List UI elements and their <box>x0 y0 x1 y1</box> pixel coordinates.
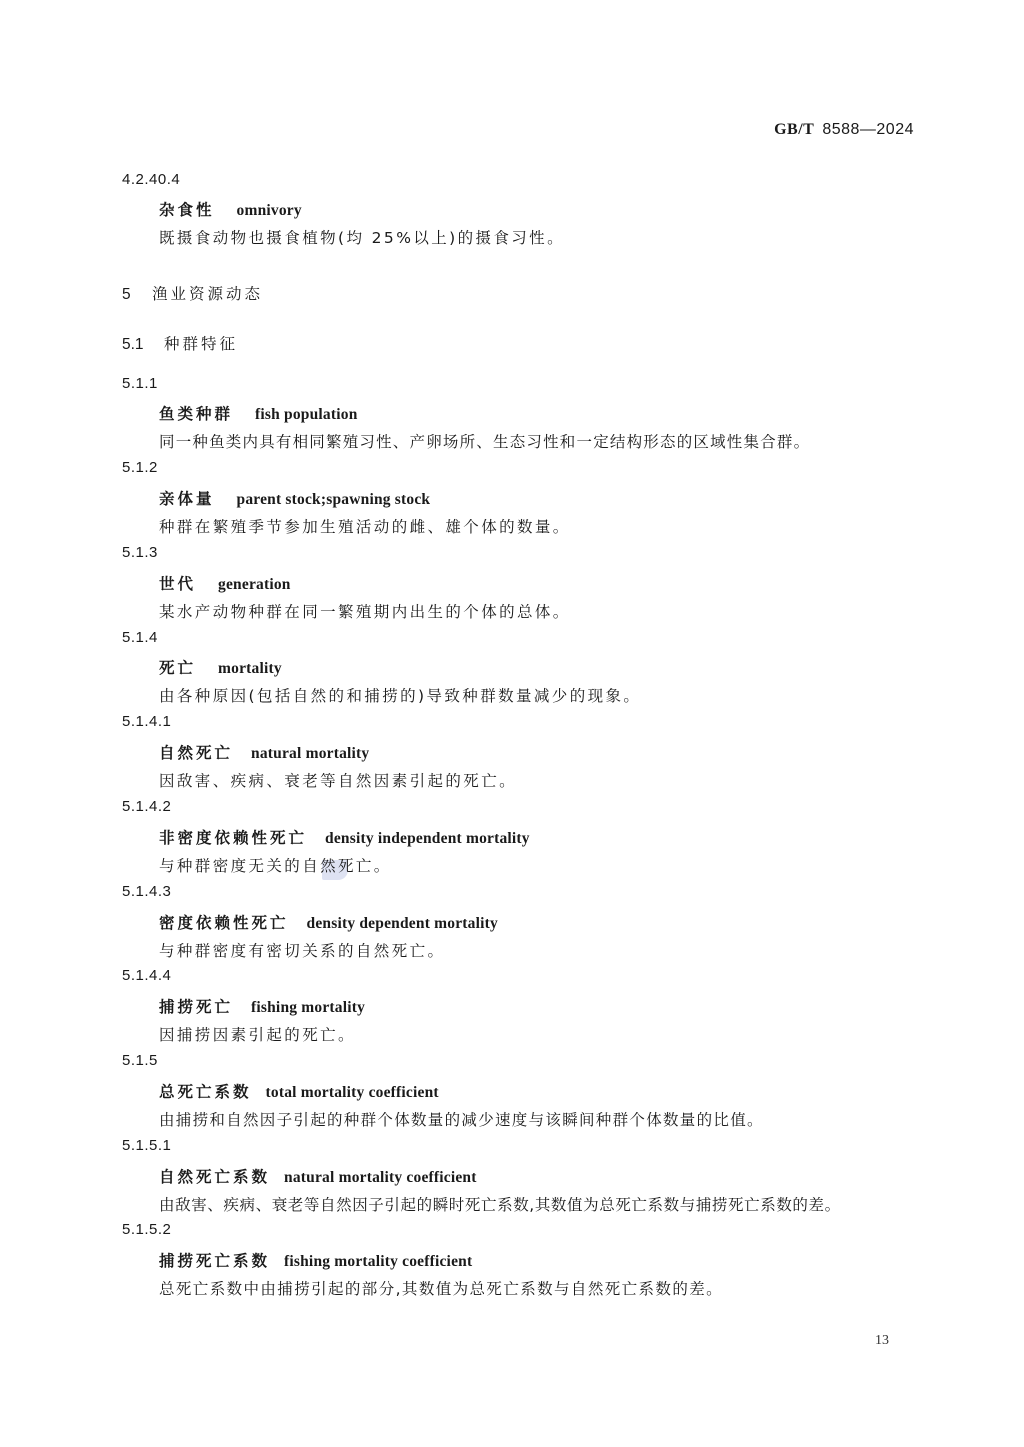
term-en: total mortality coefficient <box>265 1084 439 1101</box>
definition: 同一种鱼类内具有相同繁殖习性、产卵场所、生态习性和一定结构形态的区域性集合群。 <box>159 433 811 451</box>
term <box>159 656 282 678</box>
standard-code <box>774 121 914 139</box>
term <box>159 911 498 933</box>
definition: 与种群密度无关的自然死亡。 <box>159 857 392 875</box>
term-zh: 非密度依赖性死亡 <box>159 829 308 847</box>
definition: 由敌害、疾病、衰老等自然因子引起的瞬时死亡系数,其数值为总死亡系数与捕捞死亡系数的差。 <box>159 1196 841 1214</box>
clause-number: 5.1.4.2 <box>122 798 172 815</box>
term <box>159 1165 477 1187</box>
term-zh: 亲体量 <box>159 490 215 508</box>
section-number: 5 <box>122 286 131 303</box>
definition: 总死亡系数中由捕捞引起的部分,其数值为总死亡系数与自然死亡系数的差。 <box>159 1280 724 1298</box>
clause-number: 5.1.5.1 <box>122 1137 172 1154</box>
clause-number: 5.1.5 <box>122 1052 158 1069</box>
clause-number: 5.1.4 <box>122 629 158 646</box>
term-zh: 捕捞死亡 <box>159 998 234 1016</box>
term-en: density independent mortality <box>325 830 530 847</box>
clause-number: 5.1.2 <box>122 459 158 476</box>
term-zh: 捕捞死亡系数 <box>159 1252 271 1270</box>
definition: 因捕捞因素引起的死亡。 <box>159 1026 356 1044</box>
term-zh: 总死亡系数 <box>159 1083 252 1101</box>
section-heading <box>122 282 263 304</box>
definition: 由各种原因(包括自然的和捕捞的)导致种群数量减少的现象。 <box>159 687 642 705</box>
term-en: mortality <box>218 660 282 677</box>
subsection-number: 5.1 <box>122 336 144 353</box>
definition: 种群在繁殖季节参加生殖活动的雌、雄个体的数量。 <box>159 518 571 536</box>
term-en: fishing mortality coefficient <box>284 1253 473 1270</box>
term <box>159 402 358 424</box>
term-en: omnivory <box>236 202 302 219</box>
term <box>159 995 365 1017</box>
term-en: natural mortality <box>251 745 370 762</box>
term <box>159 1080 439 1102</box>
term <box>159 198 302 220</box>
term-en: fishing mortality <box>251 999 366 1016</box>
term <box>159 572 291 594</box>
term-zh: 死亡 <box>159 659 197 677</box>
standard-number: 8588—2024 <box>822 121 914 138</box>
term-en: generation <box>218 576 291 593</box>
term-zh: 自然死亡系数 <box>159 1168 271 1186</box>
subsection-title: 种群特征 <box>164 335 239 353</box>
subsection-heading <box>122 332 238 354</box>
term <box>159 1249 472 1271</box>
term-en: natural mortality coefficient <box>284 1169 477 1186</box>
term-en: fish population <box>255 406 358 423</box>
section-title: 渔业资源动态 <box>152 285 264 303</box>
clause-number: 5.1.4.3 <box>122 883 172 900</box>
term <box>159 826 530 848</box>
term <box>159 487 430 509</box>
clause-number: 5.1.4.1 <box>122 713 172 730</box>
term-zh: 自然死亡 <box>159 744 234 762</box>
definition: 由捕捞和自然因子引起的种群个体数量的减少速度与该瞬间种群个体数量的比值。 <box>159 1111 764 1129</box>
term <box>159 741 369 763</box>
clause-number: 5.1.4.4 <box>122 967 172 984</box>
definition: 既摄食动物也摄食植物(均 25%以上)的摄食习性。 <box>159 229 565 247</box>
term-en: parent stock;spawning stock <box>236 491 431 508</box>
definition: 某水产动物种群在同一繁殖期内出生的个体的总体。 <box>159 603 571 621</box>
term-en: density dependent mortality <box>306 915 498 932</box>
clause-number: 4.2.40.4 <box>122 171 181 188</box>
definition: 因敌害、疾病、衰老等自然因素引起的死亡。 <box>159 772 518 790</box>
page-number: 13 <box>875 1333 889 1348</box>
standard-prefix: GB/T <box>774 121 815 138</box>
term-zh: 鱼类种群 <box>159 405 234 423</box>
term-zh: 密度依赖性死亡 <box>159 914 289 932</box>
term-zh: 杂食性 <box>159 201 215 219</box>
term-zh: 世代 <box>159 575 197 593</box>
definition: 与种群密度有密切关系的自然死亡。 <box>159 942 446 960</box>
clause-number: 5.1.1 <box>122 375 158 392</box>
clause-number: 5.1.5.2 <box>122 1221 172 1238</box>
clause-number: 5.1.3 <box>122 544 158 561</box>
